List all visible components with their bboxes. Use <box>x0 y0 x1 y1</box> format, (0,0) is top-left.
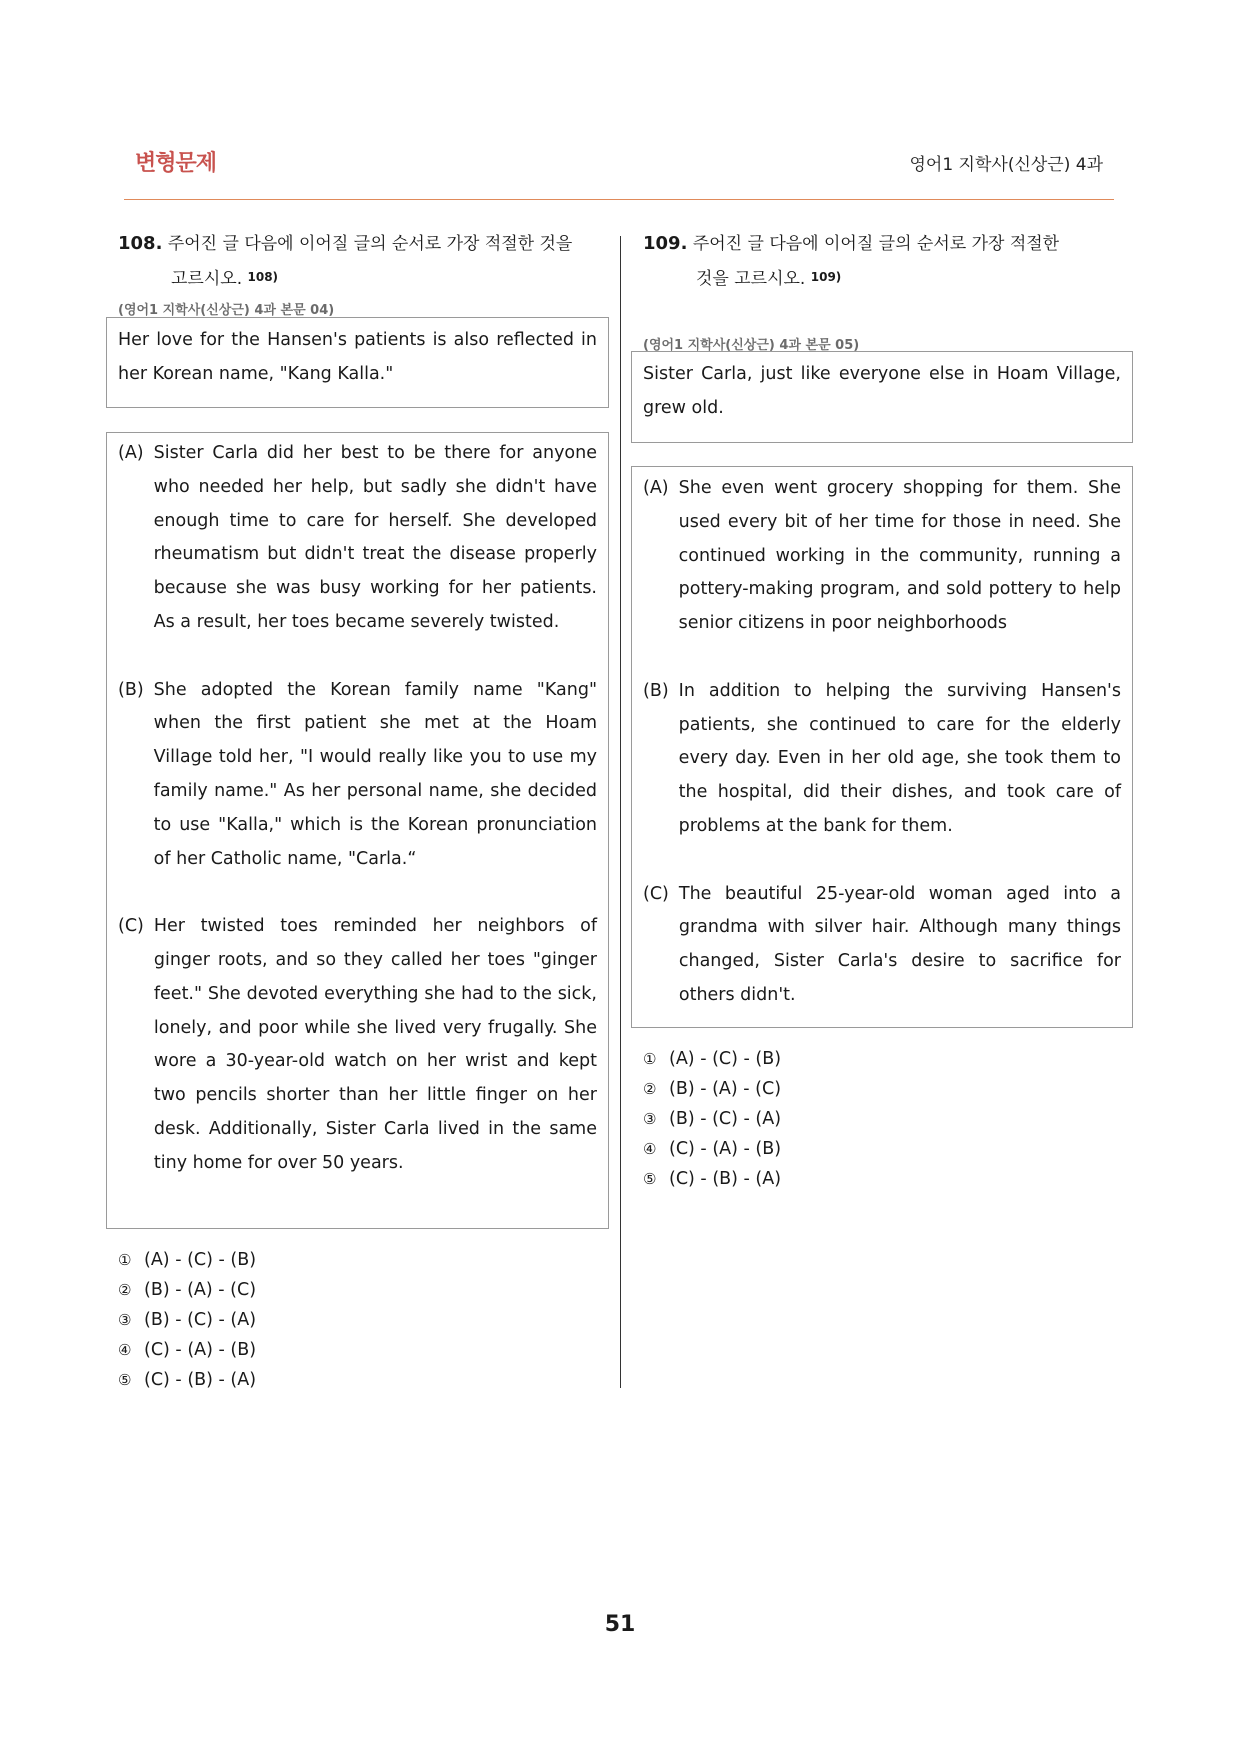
answer-choices <box>643 1044 781 1194</box>
choice-1[interactable] <box>118 1245 256 1275</box>
paragraph-text: She even went grocery shopping for them. She used every bit of her time for those in need. She continued working in the community, running a pottery-making program, and sold pottery to help senior citizens in poor neighborhoods <box>678 478 1121 634</box>
paragraph-b <box>118 674 597 877</box>
question-prompt-line2: 것을 고르시오. <box>696 269 806 289</box>
question-number: 108. <box>118 233 163 254</box>
choice-text: (C) - (B) - (A) <box>669 1169 782 1189</box>
section-label: 변형문제 <box>135 151 217 176</box>
paragraph-label: (A) <box>118 443 144 463</box>
paragraph-text: The beautiful 25-year-old woman aged into a grandma with silver hair. Although many things changed, Sister Carla's desire to sacrifice for others didn't. <box>678 883 1121 1005</box>
choice-text: (B) - (A) - (C) <box>144 1280 257 1300</box>
given-passage-box <box>106 317 609 408</box>
paragraph-label: (C) <box>118 916 144 937</box>
choice-4[interactable] <box>643 1134 781 1164</box>
paragraph-b <box>643 675 1121 844</box>
paragraph-text: She adopted the Korean family name "Kang" when the first patient she met at the Hoam Village told her, "I would really like you to use my family name." As her personal name, she decided to use "Kalla," which is the Korean pronunciation of her Catholic name, "Carla.“ <box>153 679 597 869</box>
paragraph-a <box>643 472 1121 641</box>
question-109-title <box>643 227 1113 296</box>
textbook-title: 영어1 지학사(신상근) 4과 <box>909 155 1103 175</box>
passage-source: (영어1 지학사(신상근) 4과 본문 05) <box>643 338 860 353</box>
choice-4[interactable] <box>118 1335 256 1365</box>
question-108-title <box>118 227 600 296</box>
paragraph-label: (B) <box>643 680 669 701</box>
choice-text: (B) - (C) - (A) <box>144 1310 257 1330</box>
choice-marker: ⑤ <box>118 1371 132 1389</box>
choice-marker: ③ <box>118 1311 132 1329</box>
question-prompt-line1: 주어진 글 다음에 이어질 글의 순서로 가장 적절한 <box>692 234 1060 254</box>
choice-text: (A) - (C) - (B) <box>669 1049 782 1069</box>
choice-5[interactable] <box>118 1365 256 1395</box>
choice-text: (C) - (B) - (A) <box>144 1370 257 1390</box>
paragraph-c <box>118 910 597 1180</box>
paragraphs-box <box>631 466 1133 1028</box>
choice-marker: ① <box>643 1050 657 1068</box>
question-prompt-line1: 주어진 글 다음에 이어질 글의 순서로 가장 적절한 것을 <box>167 234 573 254</box>
given-passage-text: Her love for the Hansen's patients is also reflected in her Korean name, "Kang Kalla." <box>118 330 597 384</box>
choice-5[interactable] <box>643 1164 781 1194</box>
choice-marker: ④ <box>643 1140 657 1158</box>
choice-text: (A) - (C) - (B) <box>144 1250 257 1270</box>
passage-source: (영어1 지학사(신상근) 4과 본문 04) <box>118 303 335 318</box>
paragraph-label: (C) <box>643 883 669 904</box>
choice-marker: ④ <box>118 1341 132 1359</box>
given-passage-box <box>631 351 1133 443</box>
choice-3[interactable] <box>118 1305 256 1335</box>
header-divider <box>124 199 1114 200</box>
footnote-ref: 108) <box>247 270 279 284</box>
paragraph-label: (B) <box>118 679 144 700</box>
question-number: 109. <box>643 233 688 254</box>
footnote-ref: 109) <box>810 270 842 284</box>
paragraph-text: Sister Carla did her best to be there for anyone who needed her help, but sadly she didn't have enough time to care for herself. She developed rheumatism but didn't treat the disease properly because she was busy working for her patients. As a result, her toes became severely twisted. <box>153 443 597 632</box>
choice-text: (B) - (A) - (C) <box>669 1079 782 1099</box>
choice-marker: ① <box>118 1251 132 1269</box>
paragraph-text: In addition to helping the surviving Hansen's patients, she continued to care for the elderly every day. Even in her old age, she took them to the hospital, did their dishes, and took care of problems at the bank for them. <box>678 680 1121 836</box>
choice-2[interactable] <box>643 1074 781 1104</box>
choice-text: (C) - (A) - (B) <box>144 1340 257 1360</box>
choice-text: (B) - (C) - (A) <box>669 1109 782 1129</box>
choice-text: (C) - (A) - (B) <box>669 1139 782 1159</box>
choice-marker: ② <box>118 1281 132 1299</box>
choice-1[interactable] <box>643 1044 781 1074</box>
paragraphs-box <box>106 432 609 1229</box>
answer-choices <box>118 1245 256 1395</box>
question-prompt-line2: 고르시오. <box>171 269 243 289</box>
paragraph-a <box>118 437 597 640</box>
given-passage-text: Sister Carla, just like everyone else in Hoam Village, grew old. <box>643 364 1121 418</box>
choice-marker: ② <box>643 1080 657 1098</box>
paragraph-c <box>643 878 1121 1013</box>
paragraph-label: (A) <box>643 478 669 498</box>
choice-3[interactable] <box>643 1104 781 1134</box>
choice-marker: ③ <box>643 1110 657 1128</box>
column-divider <box>620 236 621 1388</box>
choice-marker: ⑤ <box>643 1170 657 1188</box>
paragraph-text: Her twisted toes reminded her neighbors of ginger roots, and so they called her toes "ginger feet." She devoted everything she had to the sick, lonely, and poor while she lived very frugally. She wore a 30-year-old watch on her wrist and kept two pencils shorter than her little finger on her desk. Additionally, Sister Carla lived in the same tiny home for over 50 years. <box>153 916 597 1173</box>
page-number: 51 <box>604 1612 636 1637</box>
choice-2[interactable] <box>118 1275 256 1305</box>
